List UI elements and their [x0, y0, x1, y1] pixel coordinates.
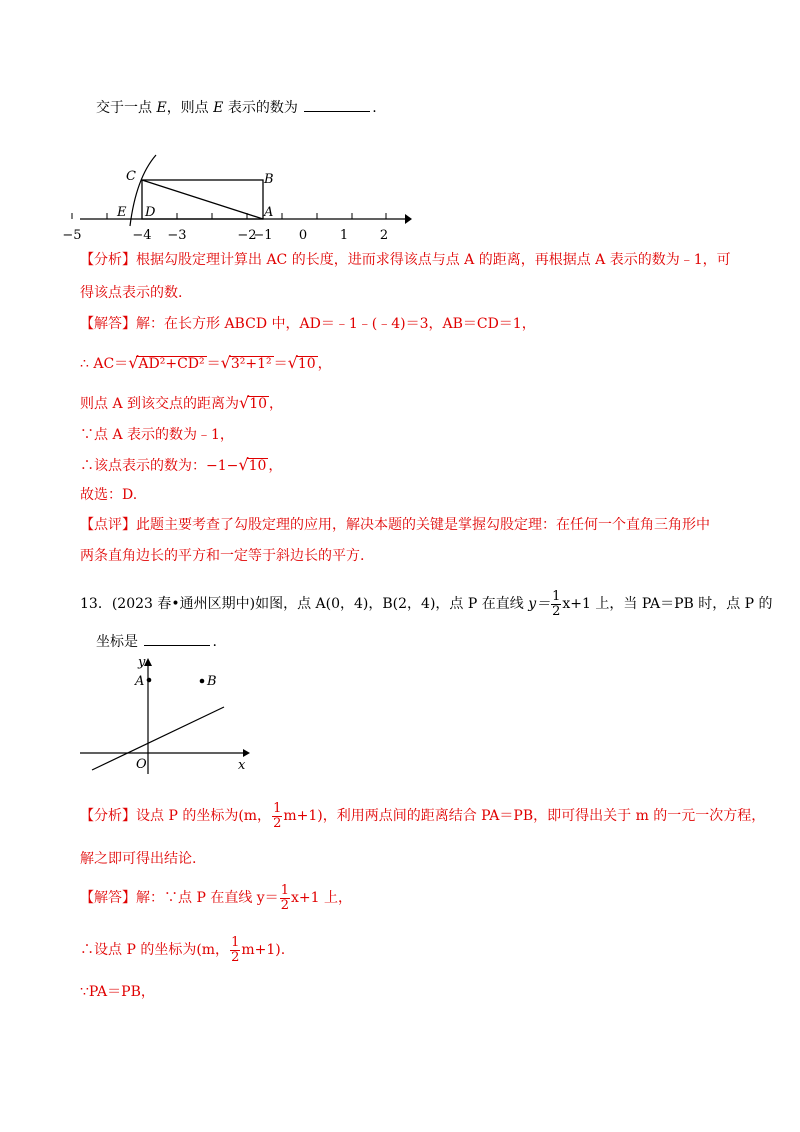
fraction-one-half: $\frac{1}{2}$ [280, 882, 289, 913]
tick-label: −1 [253, 228, 273, 243]
analysis-12-line-2: 得该点表示的数. [80, 285, 183, 301]
analysis-13-line-2: 解之即可得出结论. [80, 851, 197, 867]
fraction-one-half: $\frac{1}{2}$ [273, 800, 282, 831]
point-label-b: B [264, 172, 274, 187]
x-axis-label: x [238, 758, 246, 773]
coordinate-graph [78, 652, 258, 776]
point-a-label: A [135, 674, 145, 689]
arrow-right-icon [405, 214, 412, 224]
tick-label: −5 [62, 228, 82, 243]
y-axis-label: y [138, 655, 146, 670]
solution-13-line-2: ∴设点 P 的坐标为(m， $\frac{1}{2}$ m+1). [80, 934, 286, 965]
solution-12-line-5: ∴该点表示的数为：−1−√10 ， [80, 455, 283, 474]
point-label-c: C [126, 169, 136, 184]
answer-blank [144, 633, 210, 646]
answer-blank [304, 99, 370, 112]
point-a-dot [147, 678, 152, 683]
q13-line-1: 13．(2023 春•通州区期中)如图，点 A(0，4)，B(2，4)，点 P 在直线 y＝ $\frac{1}{2}$ x+1 上，当 PA＝PB 时，点 P 的 [80, 588, 773, 619]
number-line-figure [60, 150, 420, 250]
arrow-right-icon [243, 749, 250, 757]
tick-label: 0 [298, 228, 308, 243]
solution-13-line-1: 【解答】解：∵点 P 在直线 y＝ $\frac{1}{2}$ x+1 上， [80, 882, 352, 913]
solution-12-line-2: ∴ AC＝√AD²+CD² ＝√3²+1² ＝√10 ， [80, 353, 332, 372]
point-label-a: A [264, 205, 274, 220]
analysis-13-line-1: 【分析】设点 P 的坐标为(m， $\frac{1}{2}$ m+1)，利用两点间的距离结合 PA＝PB，即可得出关于 m 的一元一次方程， [80, 800, 766, 831]
solution-13-line-3: ∵PA＝PB， [80, 984, 155, 1000]
solution-12-line-6: 故选：D. [80, 487, 138, 503]
fraction-one-half: $\frac{1}{2}$ [552, 588, 561, 619]
comment-12-line-1: 【点评】此题主要考查了勾股定理的应用，解决本题的关键是掌握勾股定理：在任何一个直角三角形中 [80, 517, 710, 533]
tick-label: −4 [132, 228, 152, 243]
solution-12-line-1: 【解答】解：在长方形 ABCD 中，AD＝﹣1﹣(﹣4)＝3，AB＝CD＝1， [80, 316, 536, 332]
point-label-d: D [145, 205, 156, 220]
analysis-12-line-1: 【分析】根据勾股定理计算出 AC 的长度，进而求得该点与点 A 的距离，再根据点 A 表示的数为﹣1，可 [80, 252, 731, 268]
q13-line-2: 坐标是 . [96, 634, 217, 650]
point-b-dot [200, 679, 205, 684]
tick-label: 2 [379, 228, 389, 243]
q12-question-tail: 交于一点 E，则点 E 表示的数为 . [96, 100, 377, 116]
solution-12-line-4: ∵点 A 表示的数为﹣1， [80, 427, 234, 443]
point-b-label: B [207, 674, 217, 689]
tick-label: −3 [167, 228, 187, 243]
solution-12-line-3: 则点 A 到该交点的距离为√10 ， [80, 393, 284, 412]
comment-12-line-2: 两条直角边长的平方和一定等于斜边长的平方. [80, 548, 365, 564]
tick-label: −2 [237, 228, 257, 243]
diagonal-ac [142, 180, 263, 219]
tick-label: 1 [339, 228, 349, 243]
fraction-one-half: $\frac{1}{2}$ [231, 934, 240, 965]
point-label-e: E [117, 205, 127, 220]
origin-label: O [136, 757, 147, 772]
line-y-half-x-plus-1 [92, 707, 224, 770]
